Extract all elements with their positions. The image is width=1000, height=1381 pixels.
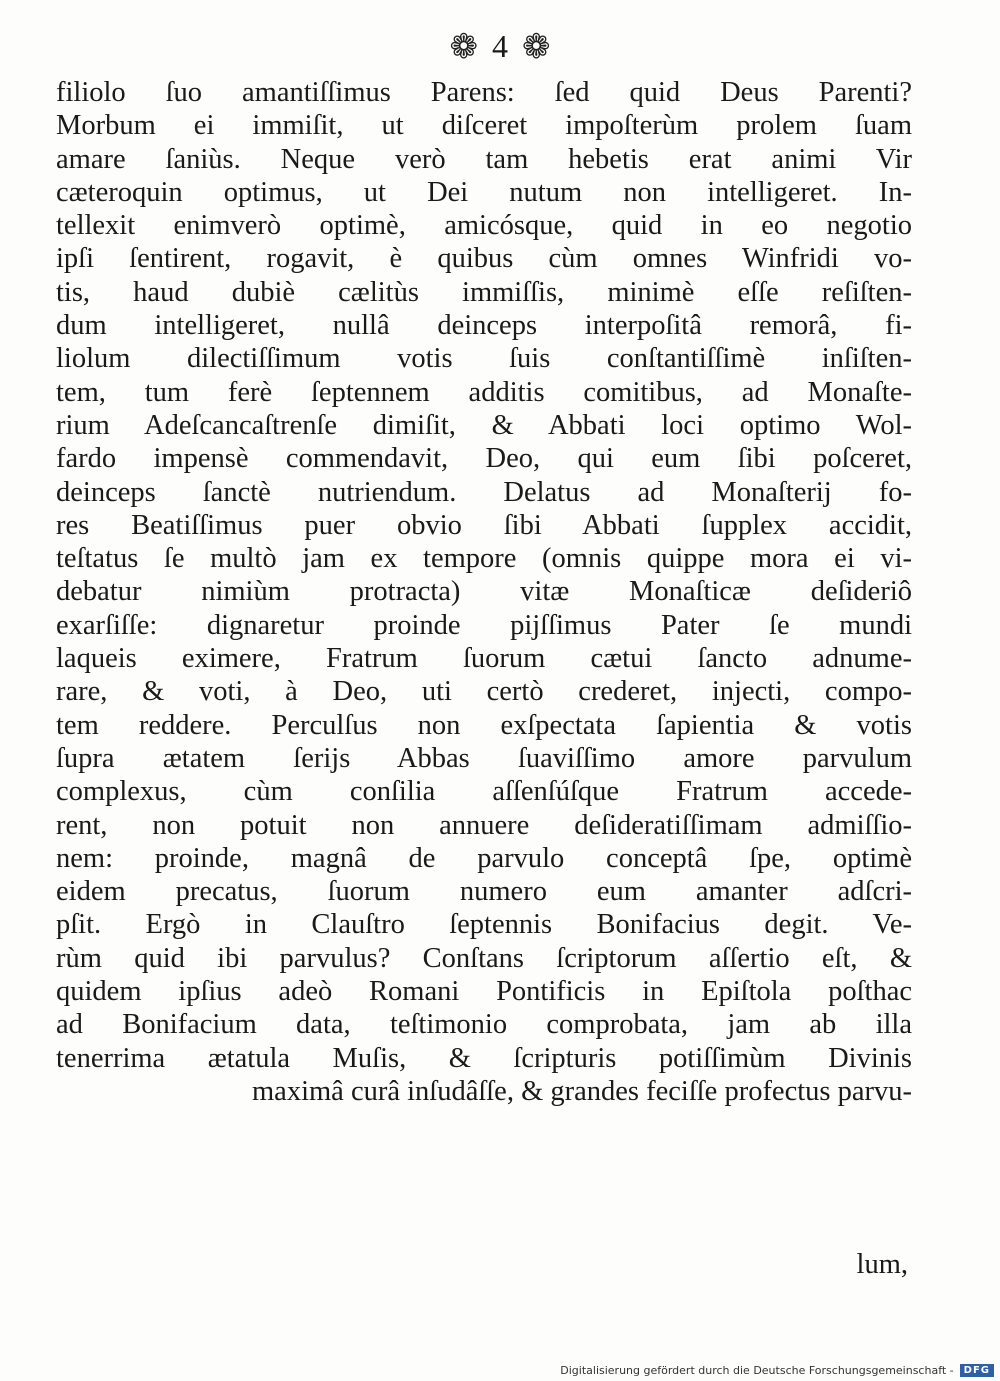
text-line: rium Adeſcancaſtrenſe dimiſit, & Abbati loci optimo Wol- xyxy=(56,409,912,441)
text-line: tem reddere. Perculſus non exſpectata ſapientia & votis xyxy=(56,709,912,741)
text-line: nem: proinde, magnâ de parvulo conceptâ ſpe, optimè xyxy=(56,842,912,874)
text-line: cæteroquin optimus, ut Dei nutum non intelligeret. In- xyxy=(56,176,912,208)
text-line: rùm quid ibi parvulus? Conſtans ſcriptorum aſſertio eſt, & xyxy=(56,942,912,974)
dfg-logo: DFG xyxy=(960,1364,994,1377)
ornament-right-icon: ❁ xyxy=(522,26,551,67)
text-line: liolum dilectiſſimum votis ſuis conſtantiſſimè inſiſten- xyxy=(56,343,912,375)
text-line: filiolo ſuo amantiſſimus Parens: ſed quid Deus Parenti? xyxy=(56,77,912,108)
text-line: tis, haud dubiè cælitùs immiſſis, minimè eſſe reſiſten- xyxy=(56,276,912,308)
page-header xyxy=(0,28,1000,65)
text-line: debatur nimiùm protracta) vitæ Monaſticæ deſideriô xyxy=(56,576,912,608)
text-line: maximâ curâ inſudâſſe, & grandes feciſſe profectus parvu- xyxy=(252,1075,912,1107)
text-line: pſit. Ergò in Clauſtro ſeptennis Bonifacius degit. Ve- xyxy=(56,909,912,941)
body-text xyxy=(56,76,912,1108)
digitization-credit xyxy=(560,1364,994,1377)
text-line: ad Bonifacium data, teſtimonio comprobata, jam ab illa xyxy=(56,1009,912,1041)
text-line: tem, tum ferè ſeptennem additis comitibus, ad Monaſte- xyxy=(56,376,912,408)
text-line: ſupra ætatem ſerijs Abbas ſuaviſſimo amore parvulum xyxy=(56,742,912,774)
text-line: eidem precatus, ſuorum numero eum amanter adſcri- xyxy=(56,876,912,908)
text-line: ipſi ſentirent, rogavit, è quibus cùm omnes Winfridi vo- xyxy=(56,243,912,275)
text-line: laqueis eximere, Fratrum ſuorum cætui ſancto adnume- xyxy=(56,643,912,675)
text-line: tellexit enimverò optimè, amicósque, quid in eo negotio xyxy=(56,210,912,242)
text-line: amare ſaniùs. Neque verò tam hebetis erat animi Vir xyxy=(56,143,912,175)
page-number: 4 xyxy=(492,28,508,64)
text-line: tenerrima ætatula Muſis, & ſcripturis potiſſimùm Divinis xyxy=(56,1042,912,1074)
text-line: rare, & voti, à Deo, uti certò crederet, injecti, compo- xyxy=(56,676,912,708)
text-line: exarſiſſe: dignaretur proinde pijſſimus Pater ſe mundi xyxy=(56,609,912,641)
text-line: rent, non potuit non annuere deſideratiſſimam admiſſio- xyxy=(56,809,912,841)
text-line: quidem ipſius adeò Romani Pontificis in Epiſtola poſthac xyxy=(56,976,912,1008)
text-line: dum intelligeret, nullâ deinceps interpoſitâ remorâ, fi- xyxy=(56,310,912,342)
catchword: lum, xyxy=(856,1249,908,1280)
credit-text: Digitalisierung gefördert durch die Deutsche Forschungsgemeinschaft - xyxy=(560,1364,954,1377)
text-line: deinceps ſanctè nutriendum. Delatus ad Monaſterij fo- xyxy=(56,476,912,508)
text-line: Morbum ei immiſit, ut diſceret impoſterùm prolem ſuam xyxy=(56,110,912,142)
text-line: complexus, cùm conſilia aſſenſúſque Fratrum accede- xyxy=(56,776,912,808)
ornament-left-icon: ❁ xyxy=(449,26,478,67)
text-line: teſtatus ſe multò jam ex tempore (omnis quippe mora ei vi- xyxy=(56,543,912,575)
text-line: res Beatiſſimus puer obvio ſibi Abbati ſupplex accidit, xyxy=(56,509,912,541)
text-line: fardo impensè commendavit, Deo, qui eum ſibi poſceret, xyxy=(56,443,912,475)
